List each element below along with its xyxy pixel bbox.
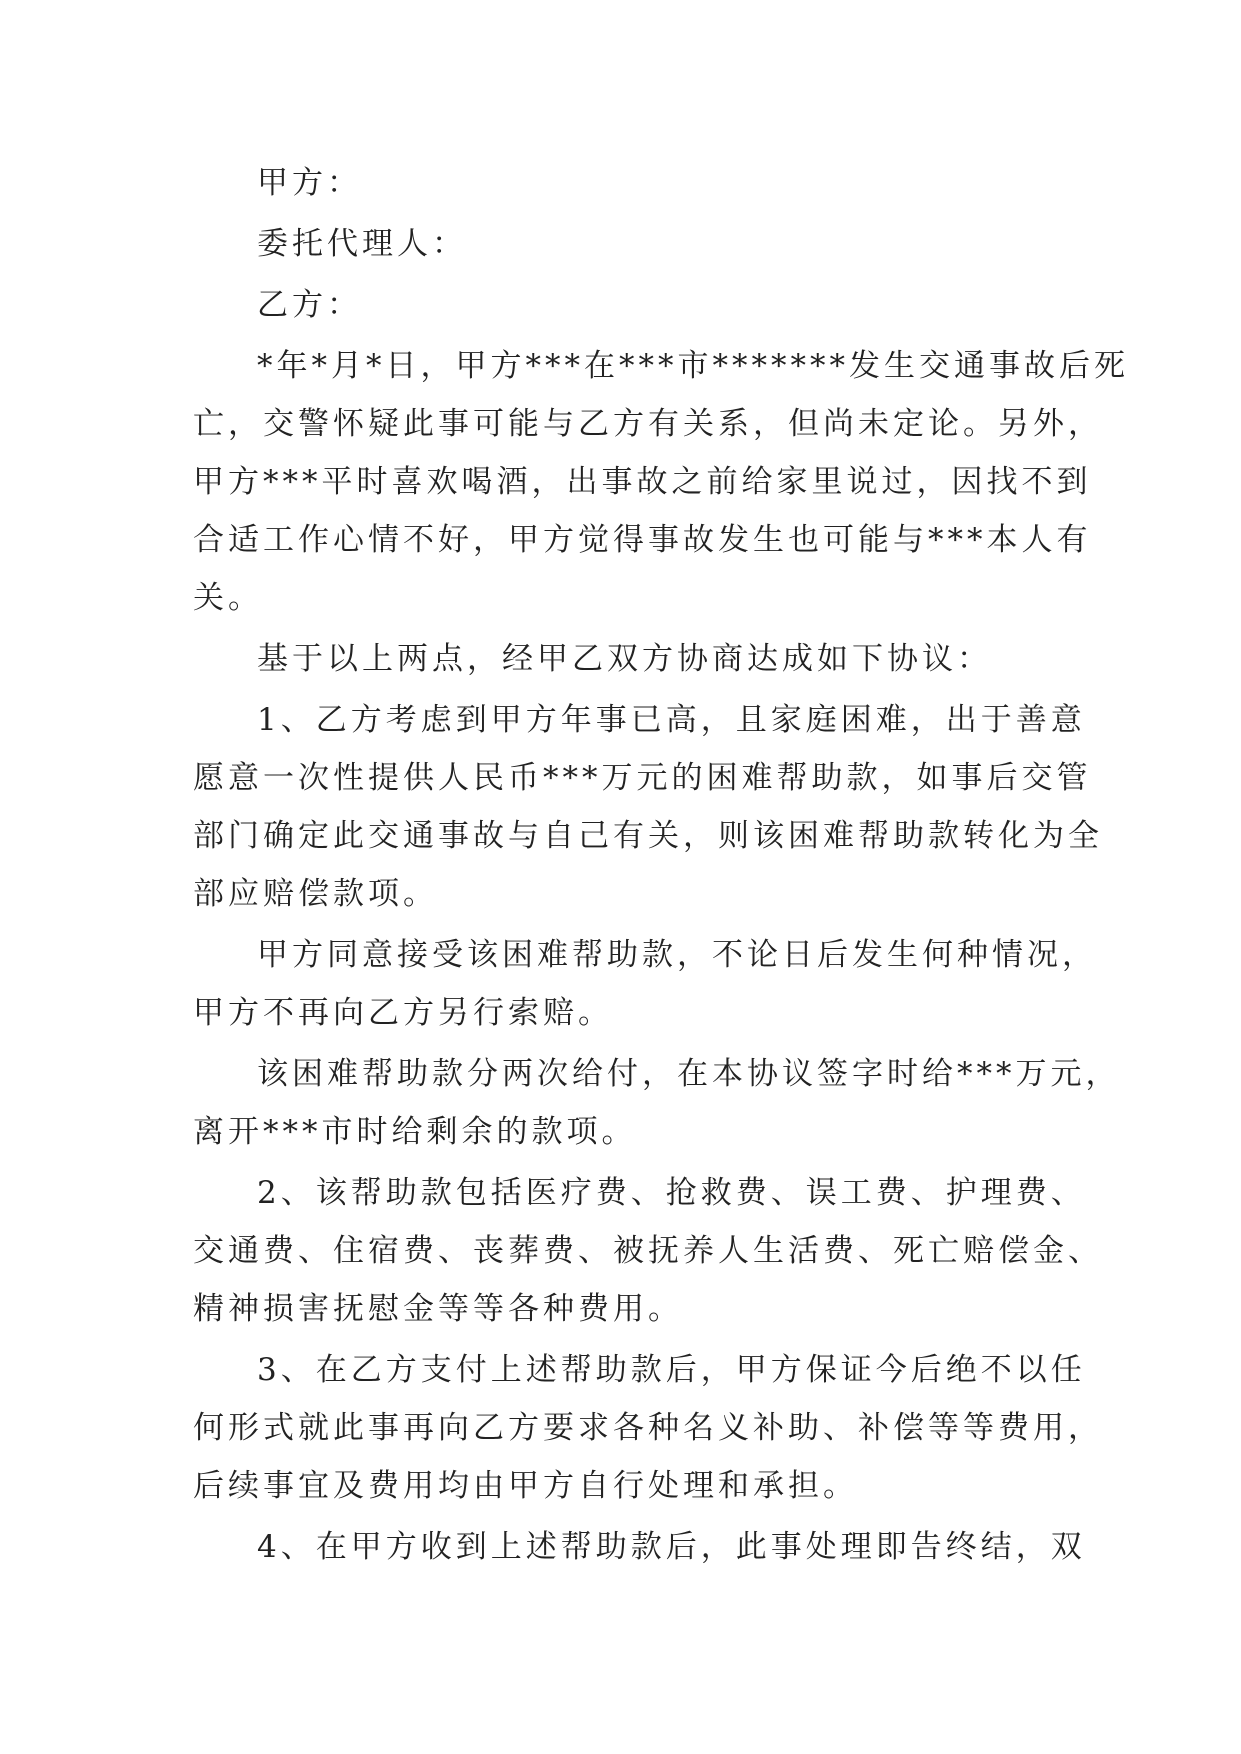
paragraph-line: 后续事宜及费用均由甲方自行处理和承担。: [193, 1468, 858, 1504]
clause-3: [193, 1341, 1103, 1515]
paragraph-line: 合适工作心情不好，甲方觉得事故发生也可能与***本人有: [193, 522, 1092, 558]
party-b-label: 乙方：: [257, 287, 362, 323]
paragraph-line: 甲方不再向乙方另行索赔。: [193, 995, 613, 1031]
clause-2: [193, 1164, 1103, 1338]
agent-label: 委托代理人：: [257, 226, 467, 262]
paragraph-line: 1、乙方考虑到甲方年事已高，且家庭困难，出于善意: [257, 702, 1086, 738]
paragraph-line: 交通费、住宿费、丧葬费、被抚养人生活费、死亡赔偿金、: [193, 1233, 1103, 1269]
clause-1-acceptance: [193, 926, 1097, 1042]
paragraph-line: 精神损害抚慰金等等各种费用。: [193, 1291, 683, 1327]
paragraph-line: 该困难帮助款分两次给付，在本协议签字时给***万元，: [257, 1056, 1121, 1092]
paragraph-line: 何形式就此事再向乙方要求各种名义补助、补偿等等费用，: [193, 1410, 1103, 1446]
paragraph-line: 4、在甲方收到上述帮助款后，此事处理即告终结，双: [257, 1529, 1086, 1565]
paragraph-line: 关。: [193, 580, 263, 616]
party-a-label: 甲方：: [257, 165, 362, 201]
paragraph-line: 甲方同意接受该困难帮助款，不论日后发生何种情况，: [257, 937, 1097, 973]
clause-4: [193, 1518, 1086, 1576]
paragraph-line: 基于以上两点，经甲乙双方协商达成如下协议：: [257, 641, 992, 677]
paragraph-background: [193, 337, 1129, 627]
paragraph-line: 2、该帮助款包括医疗费、抢救费、误工费、护理费、: [257, 1175, 1086, 1211]
paragraph-line: 部门确定此交通事故与自己有关，则该困难帮助款转化为全: [193, 818, 1103, 854]
paragraph-line: 离开***市时给剩余的款项。: [193, 1114, 637, 1150]
paragraph-line: *年*月*日，甲方***在***市*******发生交通事故后死: [257, 348, 1129, 384]
clause-1: [193, 691, 1103, 923]
clause-1-payment-schedule: [193, 1045, 1121, 1161]
document-body: [193, 154, 1129, 1576]
paragraph-agreement-intro: [193, 630, 1055, 688]
paragraph-line: 部应赔偿款项。: [193, 876, 438, 912]
paragraph-line: 亡，交警怀疑此事可能与乙方有关系，但尚未定论。另外，: [193, 406, 1103, 442]
paragraph-line: 甲方***平时喜欢喝酒，出事故之前给家里说过，因找不到: [193, 464, 1092, 500]
paragraph-line: 愿意一次性提供人民币***万元的困难帮助款，如事后交管: [193, 760, 1092, 796]
paragraph-line: 3、在乙方支付上述帮助款后，甲方保证今后绝不以任: [257, 1352, 1086, 1388]
